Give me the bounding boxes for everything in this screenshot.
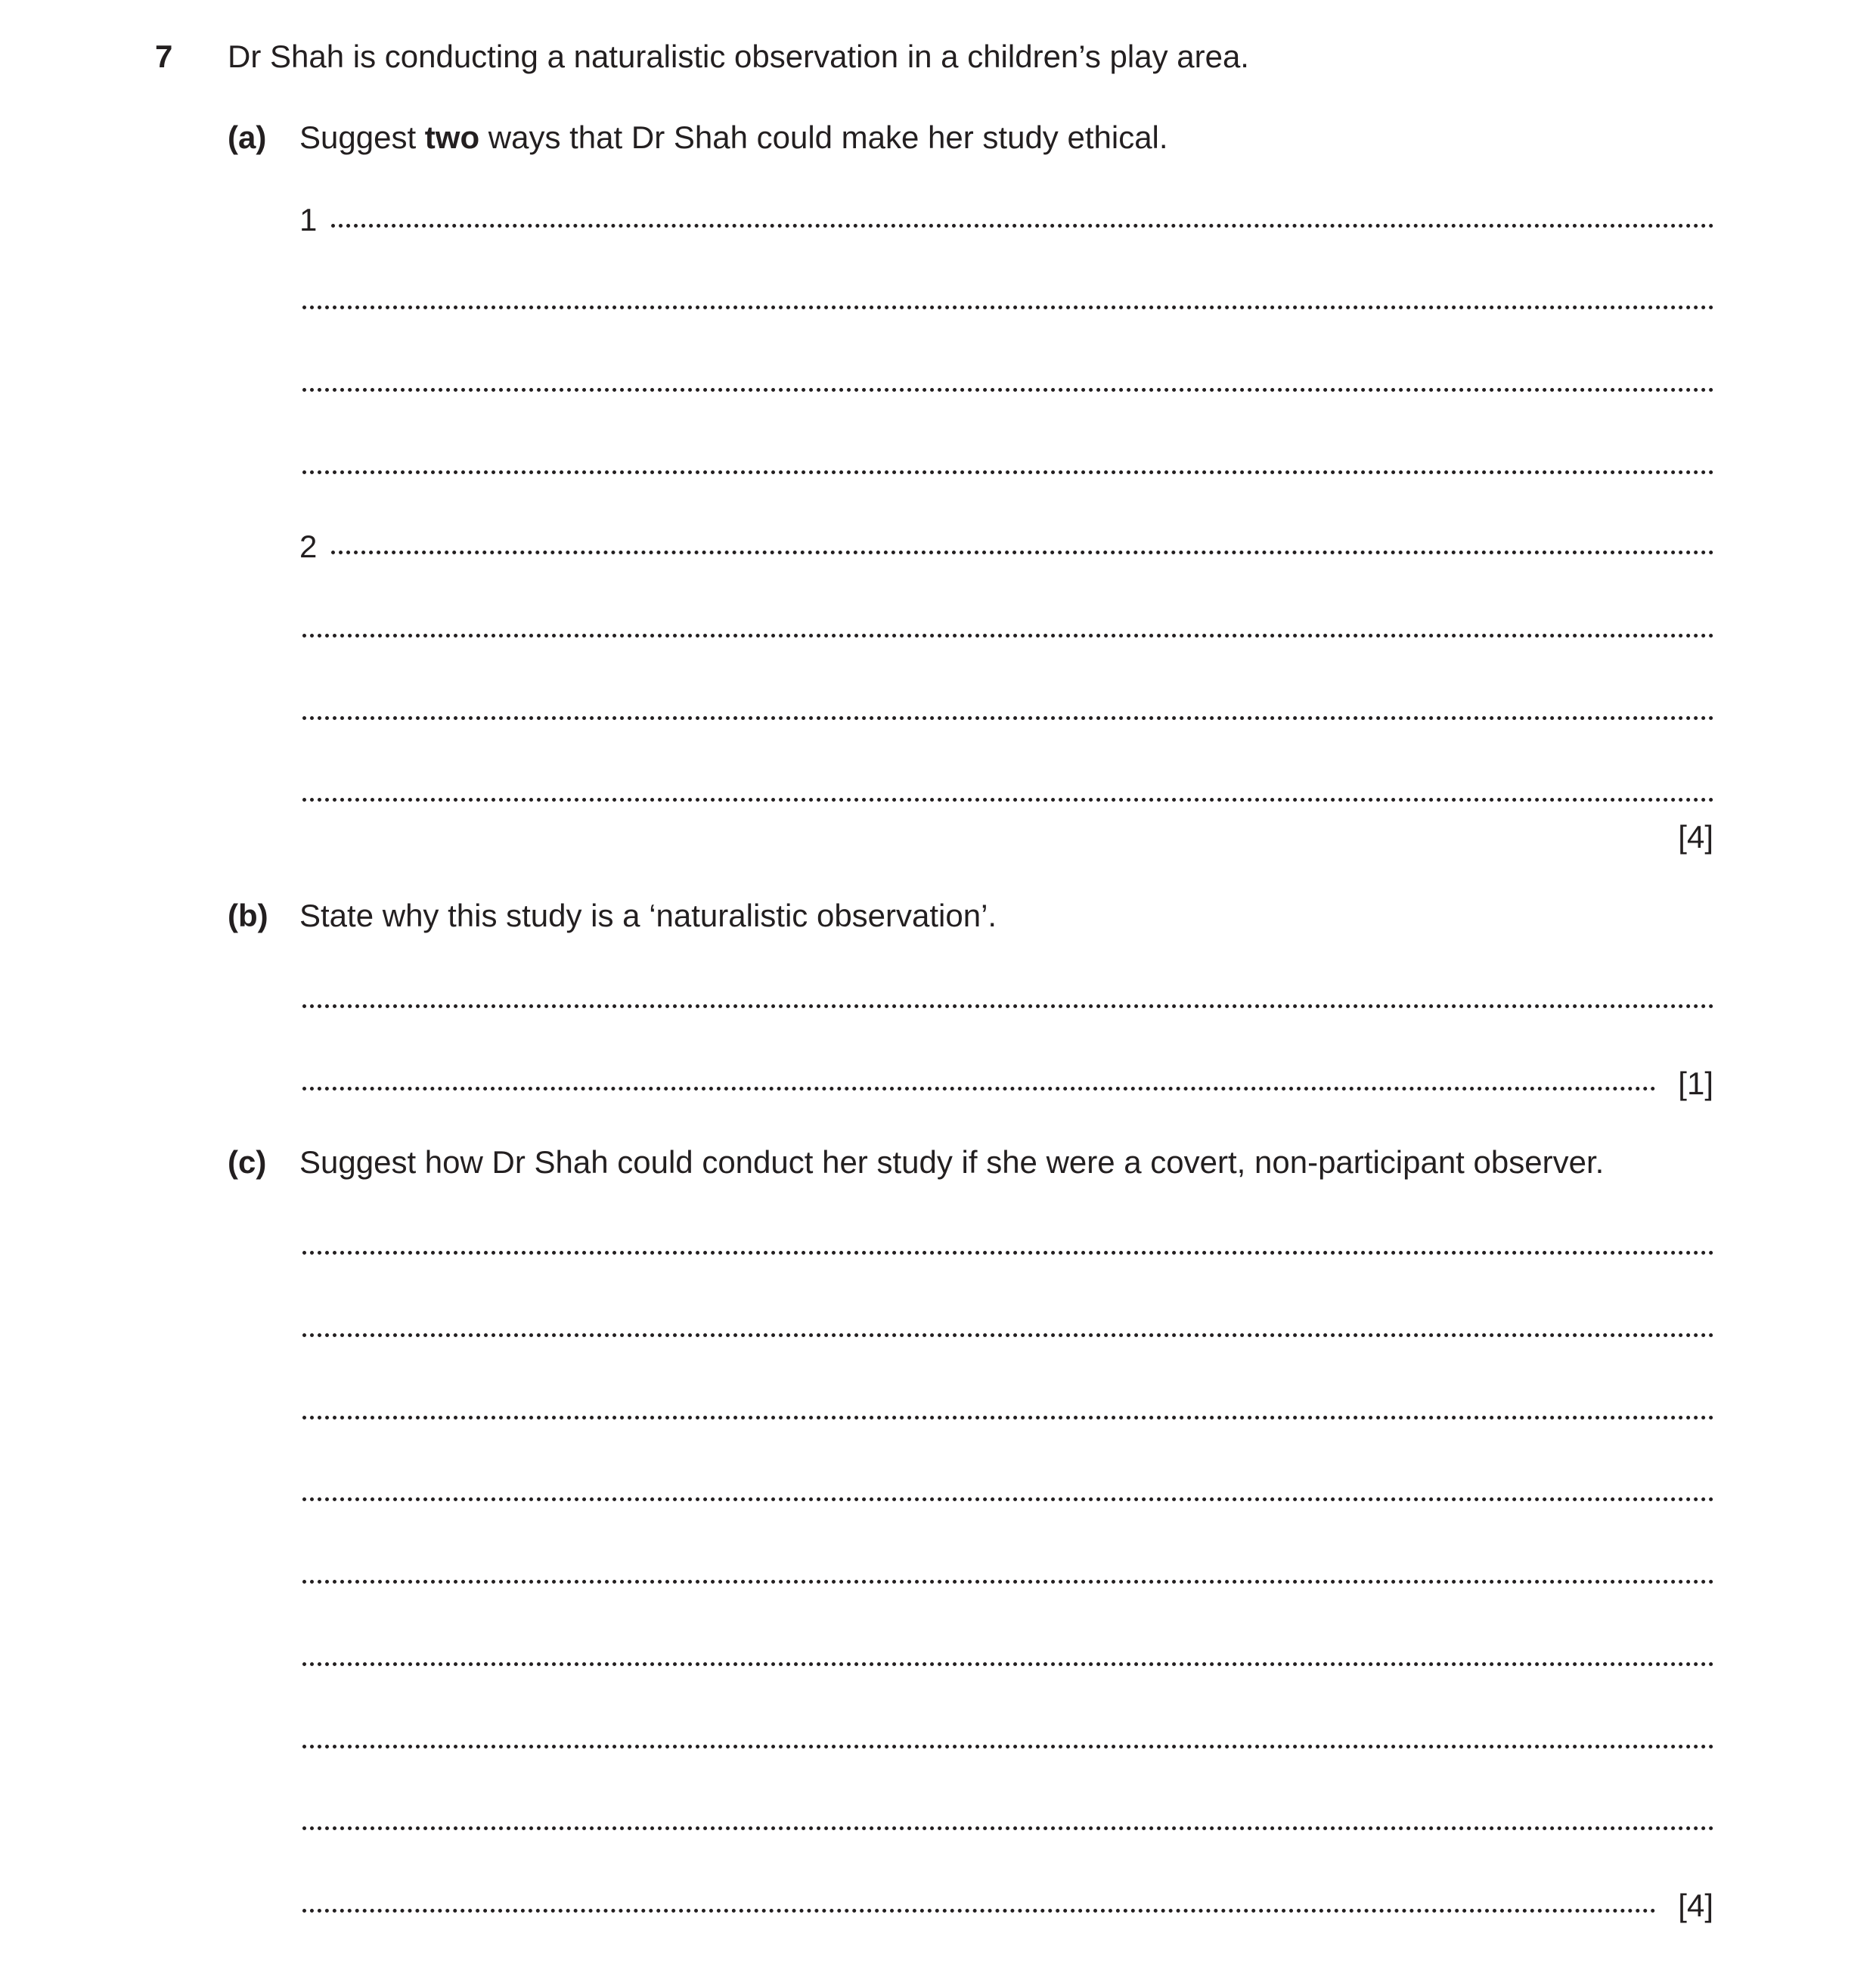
part-c-prompt: Suggest how Dr Shah could conduct her study if she were a covert, non-participant observer.	[299, 1144, 1605, 1180]
answer-line-a8[interactable]	[302, 798, 1714, 802]
answer-line-c1[interactable]	[302, 1251, 1714, 1255]
part-a-marks: [4]	[1678, 819, 1713, 855]
answer-line-c8[interactable]	[302, 1826, 1714, 1830]
answer-line-a2[interactable]	[302, 306, 1714, 309]
part-a-item2-label: 2	[299, 529, 318, 564]
answer-line-c7[interactable]	[302, 1745, 1714, 1748]
part-c-label: (c)	[228, 1144, 267, 1180]
question-number: 7	[155, 39, 173, 74]
answer-line-a7[interactable]	[302, 716, 1714, 720]
answer-line-c9[interactable]	[302, 1909, 1656, 1913]
answer-line-c2[interactable]	[302, 1333, 1714, 1337]
part-a-label: (a)	[228, 119, 267, 155]
answer-line-a1[interactable]	[331, 224, 1714, 228]
answer-line-b1[interactable]	[302, 1004, 1714, 1008]
answer-line-a5[interactable]	[331, 551, 1714, 554]
part-b-marks: [1]	[1678, 1066, 1713, 1101]
part-a-text-bold: two	[424, 119, 480, 155]
answer-line-b2[interactable]	[302, 1087, 1656, 1091]
part-b-label: (b)	[228, 898, 268, 933]
part-a-text-before: Suggest	[299, 119, 425, 155]
part-a-text-after: ways that Dr Shah could make her study ethical.	[479, 119, 1168, 155]
part-a-item1-label: 1	[299, 202, 318, 237]
answer-line-c5[interactable]	[302, 1580, 1714, 1584]
answer-line-c3[interactable]	[302, 1416, 1714, 1420]
answer-line-c4[interactable]	[302, 1497, 1714, 1501]
part-a-prompt	[299, 119, 1168, 157]
part-b-prompt: State why this study is a ‘naturalistic observation’.	[299, 898, 997, 933]
answer-line-a3[interactable]	[302, 388, 1714, 392]
question-stem: Dr Shah is conducting a naturalistic observation in a children’s play area.	[228, 39, 1249, 74]
answer-line-c6[interactable]	[302, 1662, 1714, 1666]
answer-line-a6[interactable]	[302, 634, 1714, 638]
answer-line-a4[interactable]	[302, 470, 1714, 474]
part-c-marks: [4]	[1678, 1888, 1713, 1923]
